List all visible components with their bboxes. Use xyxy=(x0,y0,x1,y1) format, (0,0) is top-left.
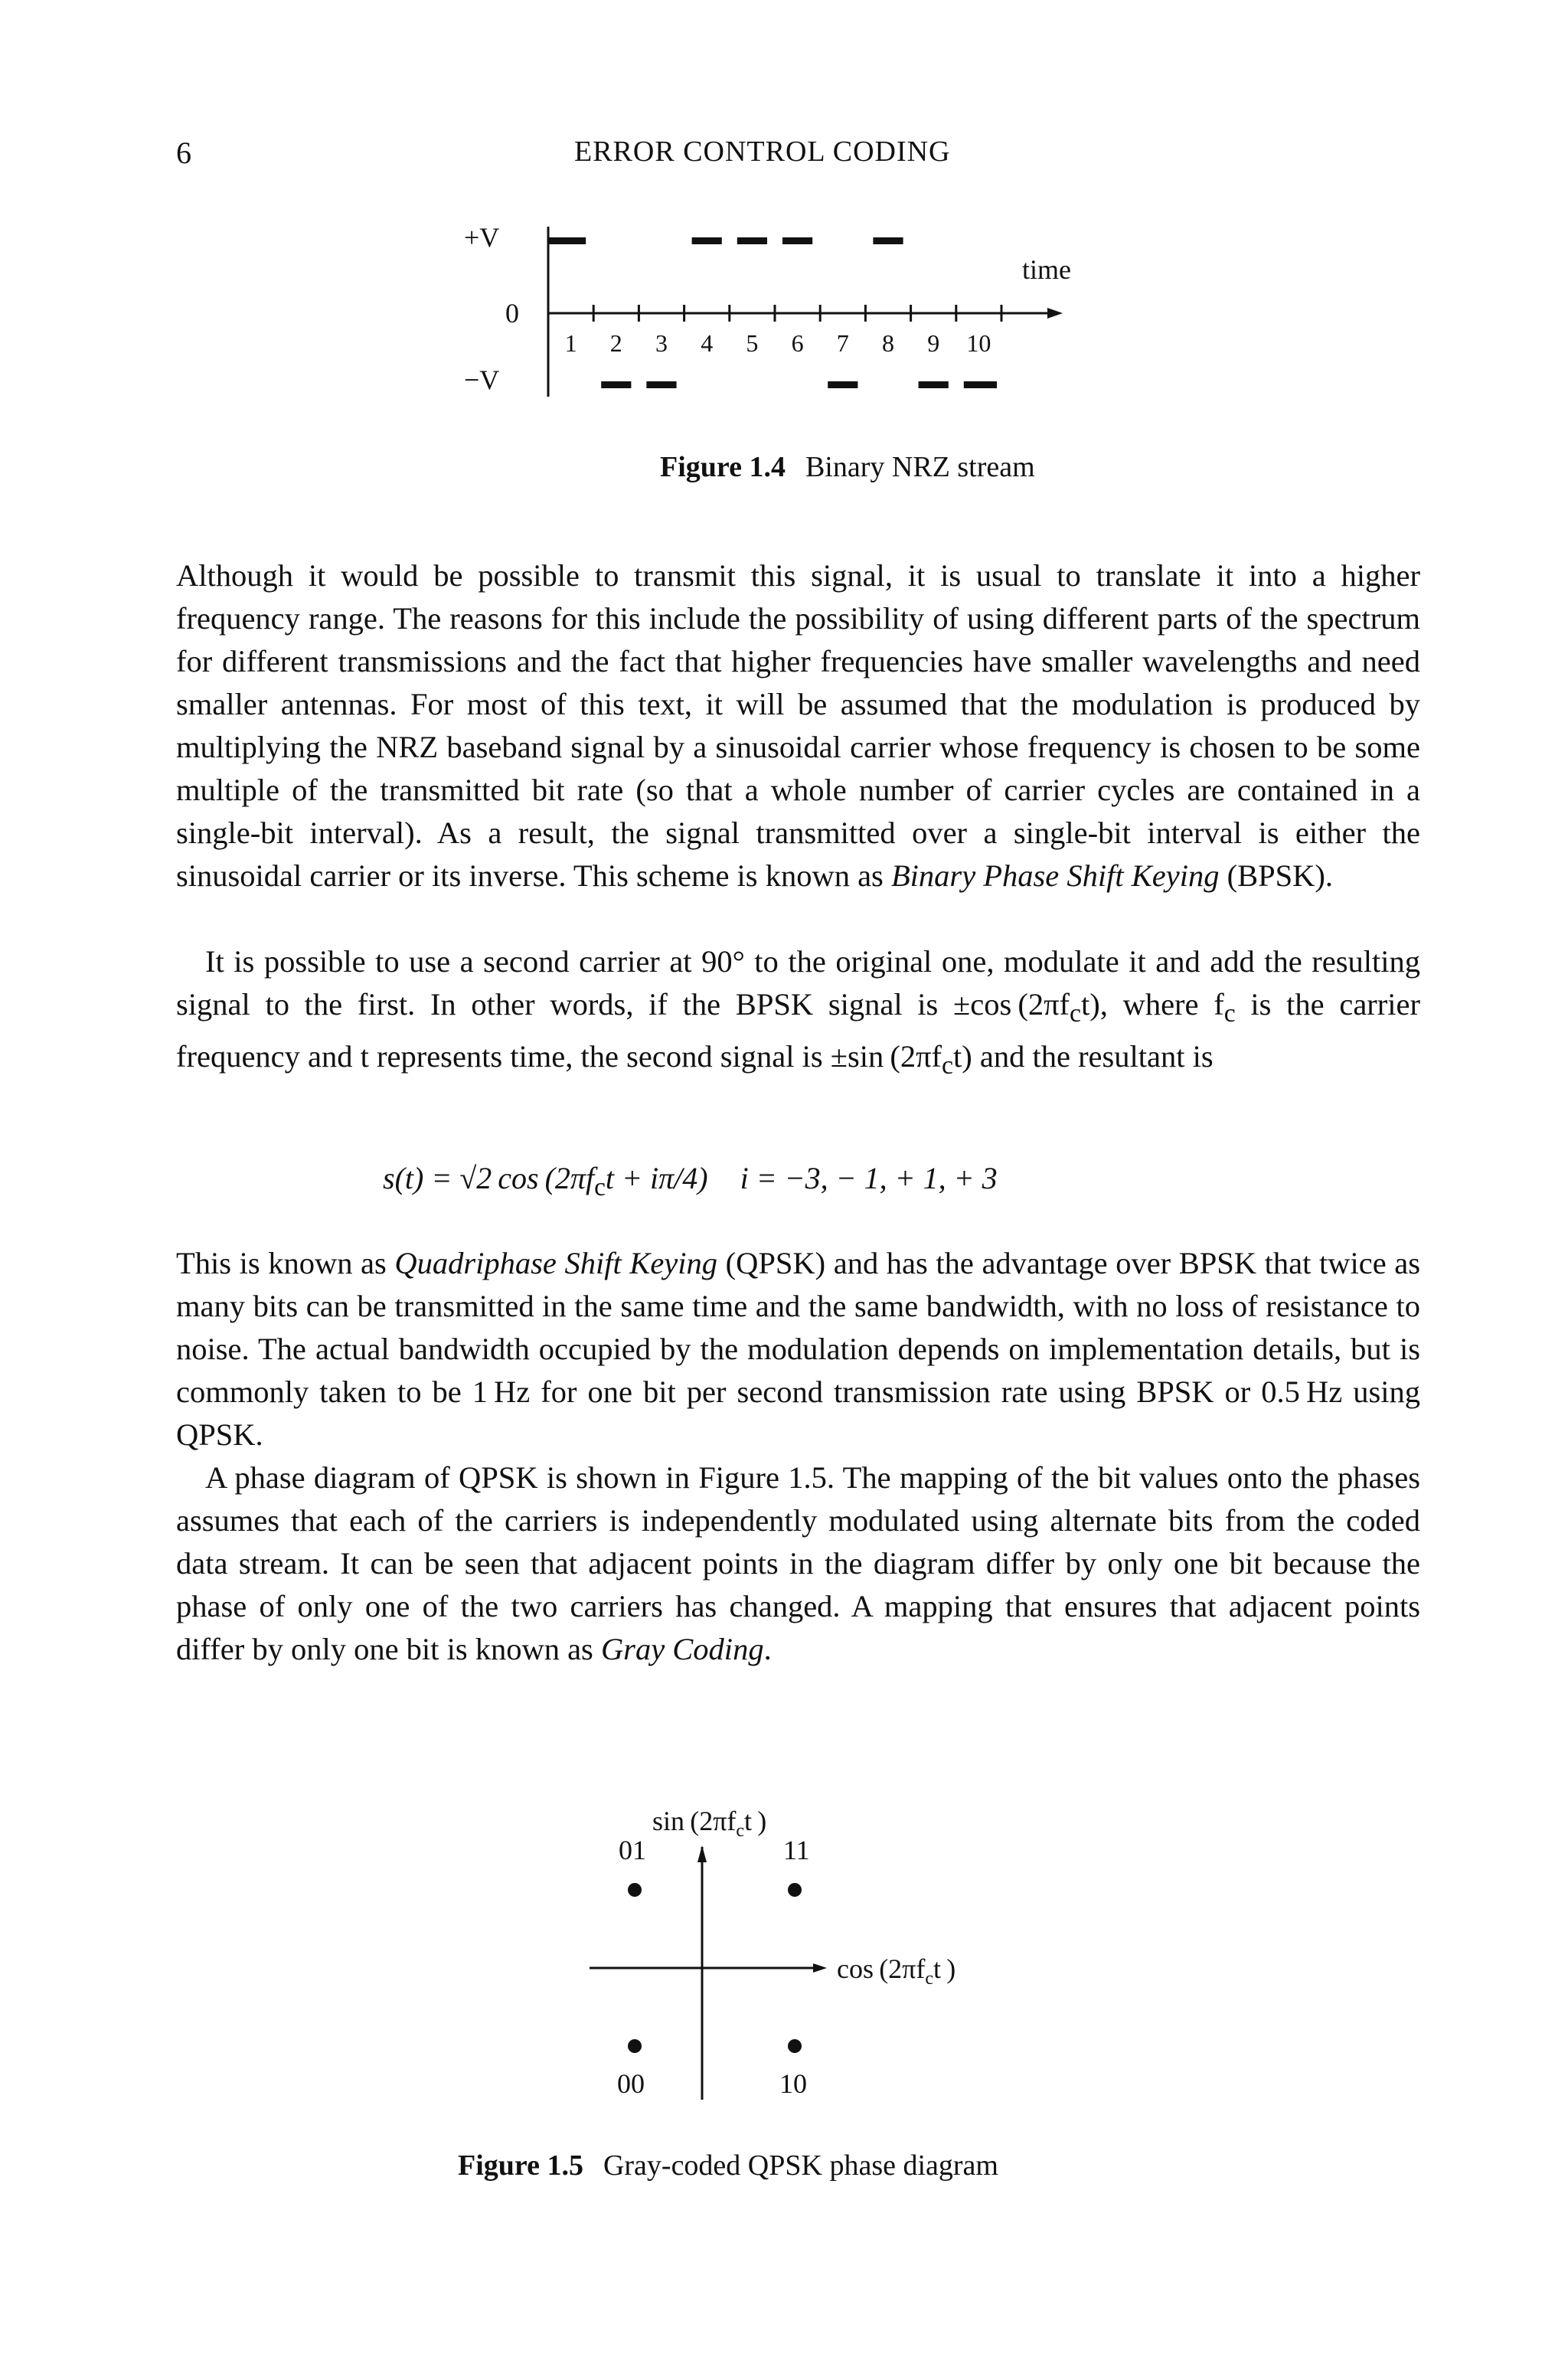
figure-1-4-nrz-diagram xyxy=(0,214,1568,414)
point-label-00: 00 xyxy=(617,2068,645,2099)
p4-text-b: . xyxy=(763,1632,772,1666)
p2-text-b: t), where f xyxy=(1081,987,1224,1022)
nrz-bit-low xyxy=(601,381,631,388)
tick-label: 7 xyxy=(836,329,849,357)
tick-label: 9 xyxy=(927,329,940,357)
constellation-point-01 xyxy=(628,1883,642,1897)
tick-label: 6 xyxy=(791,329,804,357)
figure-1-4-title: Binary NRZ stream xyxy=(805,451,1035,483)
sin-axis-arrow-icon xyxy=(697,1845,707,1862)
body-paragraph-4 xyxy=(176,1456,1420,1671)
constellation-point-10 xyxy=(788,2039,802,2053)
body-paragraph-1 xyxy=(176,554,1420,897)
figure-1-4-caption xyxy=(660,450,1035,484)
p2-text-c: is the carrier frequency and t represents time, the second signal is ±sin (2πf xyxy=(176,987,1420,1074)
point-label-10: 10 xyxy=(779,2068,807,2099)
cos-axis-label: $\cos (2\pi f_ct$ ) xyxy=(837,1953,956,1989)
point-label-11: 11 xyxy=(783,1835,810,1865)
p2-text-a: It is possible to use a second carrier at 90° to the original one, modulate it and add the resulting signal to the first. In other words, if the BPSK signal is ±cos (2πf xyxy=(176,944,1420,1022)
nrz-bit-high xyxy=(692,237,722,244)
p2-sub-c: c xyxy=(942,1051,953,1080)
nrz-bit-low xyxy=(919,381,949,388)
sin-axis-label: $\sin (2\pi f_ct$ ) xyxy=(652,1806,767,1841)
figure-1-5-title: Gray-coded QPSK phase diagram xyxy=(603,2149,998,2182)
time-axis-arrow-icon xyxy=(1047,308,1063,319)
time-axis-label: time xyxy=(1022,254,1071,285)
figure-1-5-caption xyxy=(458,2149,998,2182)
constellation-point-11 xyxy=(788,1883,802,1897)
body-paragraph-2 xyxy=(176,940,1420,1087)
p3-term-qpsk: Quadriphase Shift Keying xyxy=(394,1246,718,1280)
p4-text-a: A phase diagram of QPSK is shown in Figure 1.5. The mapping of the bit values onto the phases assumes that each of the carriers is independently modulated using alternate bits from the coded data stream. It can be seen that adjacent points in the diagram differ by only one bit because the phase of only one of the two carriers has changed. A mapping that ensures that adjacent points differ by only one bit is known as xyxy=(176,1460,1420,1666)
running-title: ERROR CONTROL CODING xyxy=(574,136,951,168)
nrz-bit-high xyxy=(782,237,812,244)
p1-term-bpsk: Binary Phase Shift Keying xyxy=(890,858,1220,893)
point-label-01: 01 xyxy=(619,1835,646,1865)
p1-text: Although it would be possible to transmit this signal, it is usual to translate it into a higher frequency range. The reasons for this include the possibility of using different parts of the spectrum for different transmissions and the fact that higher frequencies have smaller wavelengths and need smaller antennas. For most of this text, it will be assumed that the modulation is produced by multiplying the NRZ baseband signal by a sinusoidal carrier whose frequency is chosen to be some multiple of the transmitted bit rate (so that a whole number of carrier cycles are contained in a single-bit interval). As a result, the signal transmitted over a single-bit interval is either the sinusoidal carrier or its inverse. This scheme is known as xyxy=(176,558,1420,893)
nrz-bit-high xyxy=(548,237,586,244)
equation-lhs: s(t) = √2 cos (2πf xyxy=(383,1161,595,1195)
y-label-zero: 0 xyxy=(505,298,519,329)
nrz-tick-labels xyxy=(565,329,991,357)
equation-sub-c: c xyxy=(594,1173,606,1201)
tick-label: 2 xyxy=(609,329,622,357)
tick-label: 4 xyxy=(701,329,714,357)
nrz-bit-low xyxy=(828,381,858,388)
nrz-bit-low xyxy=(646,381,676,388)
equation-rhs: t + iπ/4) xyxy=(605,1161,708,1195)
p3-text-a: This is known as xyxy=(176,1246,395,1280)
qpsk-equation xyxy=(383,1160,998,1202)
tick-label: 5 xyxy=(746,329,759,357)
p4-term-gray-coding: Gray Coding xyxy=(600,1632,764,1666)
body-paragraph-3 xyxy=(176,1242,1420,1456)
p2-sub-c: c xyxy=(1223,999,1236,1028)
figure-1-4-label: Figure 1.4 xyxy=(660,451,786,483)
page-number: 6 xyxy=(176,136,191,170)
constellation-point-00 xyxy=(628,2039,642,2053)
p3-text-b: (QPSK) and has the advantage over BPSK that twice as many bits can be transmitted in the same time and the same bandwidth, with no loss of resistance to noise. The actual bandwidth occupied by the modulation depends on implementation details, but is commonly taken to be 1 Hz for one bit per second transmission rate using BPSK or 0.5 Hz using QPSK. xyxy=(176,1246,1420,1452)
y-label-plus-v: +V xyxy=(464,222,500,253)
cos-axis-arrow-icon xyxy=(813,1963,827,1973)
tick-label: 8 xyxy=(882,329,894,357)
figure-1-5-qpsk-diagram xyxy=(0,1792,1568,2113)
nrz-bit-high xyxy=(873,237,903,244)
p2-sub-c: c xyxy=(1070,999,1081,1028)
equation-condition: i = −3, − 1, + 1, + 3 xyxy=(740,1161,998,1195)
figure-1-5-label: Figure 1.5 xyxy=(458,2149,583,2182)
nrz-bit-low xyxy=(964,381,997,388)
nrz-bit-high xyxy=(737,237,767,244)
tick-label: 1 xyxy=(564,329,577,357)
y-label-minus-v: −V xyxy=(464,364,500,395)
p1-text-end: (BPSK). xyxy=(1219,858,1334,893)
tick-label: 3 xyxy=(655,329,668,357)
p2-text-d: t) and the resultant is xyxy=(953,1039,1214,1074)
page-header xyxy=(0,135,1568,181)
tick-label: 10 xyxy=(966,329,991,357)
